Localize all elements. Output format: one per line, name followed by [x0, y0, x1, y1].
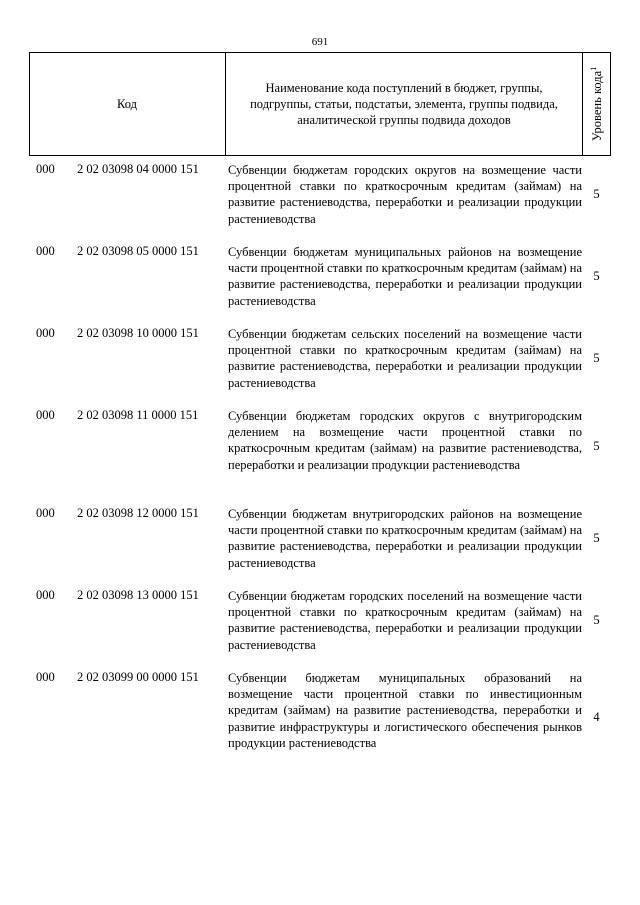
- table-row: [29, 670, 611, 768]
- header-code: Код: [117, 96, 137, 111]
- row-level: 5: [593, 269, 600, 283]
- row-admin-code: 000: [36, 162, 55, 176]
- table-row: [29, 408, 611, 490]
- row-admin-code: 000: [36, 244, 55, 258]
- row-level: 5: [593, 613, 600, 627]
- table-row: [29, 506, 611, 571]
- header-level-footnote: 1: [588, 66, 598, 71]
- row-level: 5: [593, 439, 600, 453]
- page-number: 691: [311, 36, 329, 48]
- row-budget-code: 2 02 03098 13 0000 151: [77, 588, 199, 602]
- row-budget-code: 2 02 03099 00 0000 151: [77, 670, 199, 684]
- row-description: Субвенции бюджетам внутригородских районов на возмещение части процентной ставки по краткосрочным кредитам (займам) на развитие растениеводства, переработки и реализации продукции растениеводства: [228, 507, 582, 570]
- row-budget-code: 2 02 03098 10 0000 151: [77, 326, 199, 340]
- row-budget-code: 2 02 03098 12 0000 151: [77, 506, 199, 520]
- row-description: Субвенции бюджетам городских округов с внутригородским делением на возмещение части процентной ставки по краткосрочным кредитам (займам) на развитие растениеводства, переработки и реализации продукции растениеводства: [228, 409, 582, 472]
- row-admin-code: 000: [36, 408, 55, 422]
- table-row: [29, 326, 611, 391]
- table-header: [29, 52, 611, 156]
- row-level: 5: [593, 351, 600, 365]
- row-description: Субвенции бюджетам сельских поселений на возмещение части процентной ставки по краткосрочным кредитам (займам) на развитие растениеводства, переработки и реализации продукции растениеводства: [228, 327, 582, 390]
- table-row: [29, 244, 611, 309]
- row-level: 4: [593, 710, 600, 724]
- row-admin-code: 000: [36, 326, 55, 340]
- row-admin-code: 000: [36, 506, 55, 520]
- table-row: [29, 162, 611, 227]
- header-name: Наименование кода поступлений в бюджет, группы, подгруппы, статьи, подстатьи, элемента, группы подвида, аналитической группы подвида доходов: [250, 81, 558, 127]
- row-description: Субвенции бюджетам муниципальных районов на возмещение части процентной ставки по краткосрочным кредитам (займам) на развитие растениеводства, переработки и реализации продукции растениеводства: [228, 245, 582, 308]
- row-admin-code: 000: [36, 588, 55, 602]
- row-description: Субвенции бюджетам муниципальных образований на возмещение части процентной ставки по инвестиционным кредитам (займам) на развитие растениеводства, переработки и развитие инфраструктуры и логистического обеспечения рынков продукции растениеводства: [228, 671, 582, 750]
- row-budget-code: 2 02 03098 04 0000 151: [77, 162, 199, 176]
- table-row: [29, 588, 611, 653]
- header-level-cell: [582, 53, 611, 155]
- row-description: Субвенции бюджетам городских поселений на возмещение части процентной ставки по краткосрочным кредитам (займам) на развитие растениеводства, переработки и реализации продукции растениеводства: [228, 589, 582, 652]
- row-level: 5: [593, 531, 600, 545]
- header-level: [588, 67, 604, 141]
- row-admin-code: 000: [36, 670, 55, 684]
- row-level: 5: [593, 187, 600, 201]
- row-budget-code: 2 02 03098 11 0000 151: [77, 408, 199, 422]
- row-description: Субвенции бюджетам городских округов на возмещение части процентной ставки по краткосрочным кредитам (займам) на развитие растениеводства, переработки и реализации продукции растениеводства: [228, 163, 582, 226]
- header-level-label: Уровень кода: [589, 70, 604, 142]
- row-budget-code: 2 02 03098 05 0000 151: [77, 244, 199, 258]
